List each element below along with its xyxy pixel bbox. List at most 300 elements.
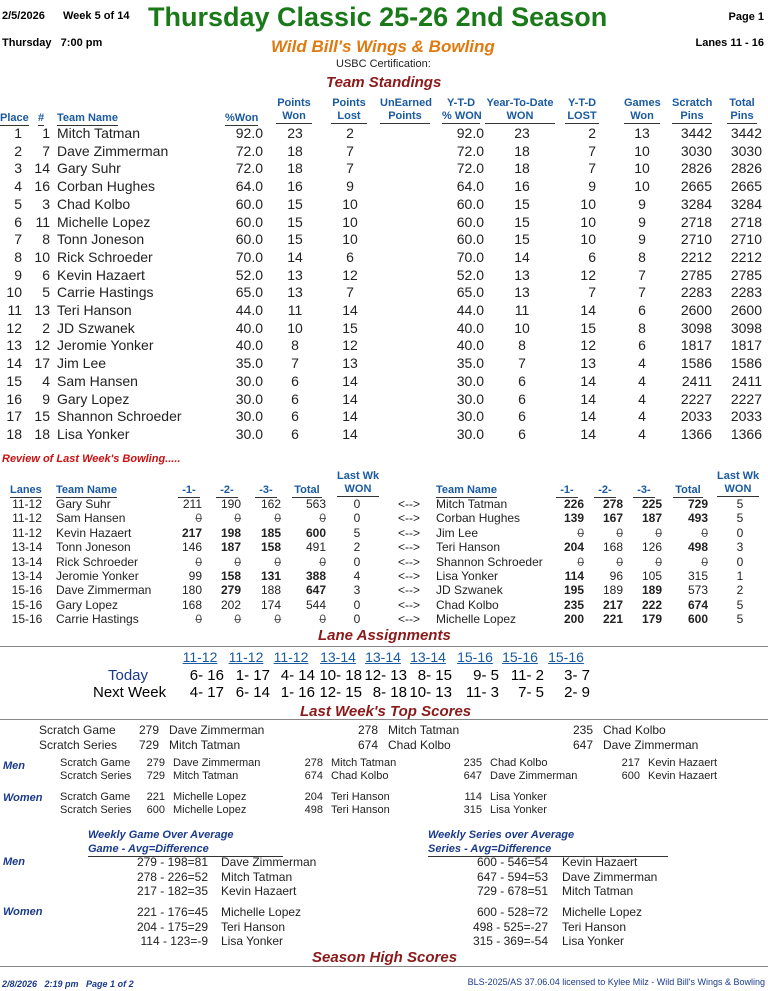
top-score-bowler: Mitch Tatman (388, 723, 460, 737)
top-score-value: 647 (463, 770, 482, 782)
standings-cell-scratch: 2826 (680, 160, 712, 177)
review-a-team: Sam Hansen (56, 511, 126, 526)
standings-cell-pct: 30.0 (235, 425, 263, 442)
review-b-g2: 278 (602, 497, 623, 511)
standings-cell-pct: 30.0 (235, 408, 263, 425)
next-week-pairing: 1- 16 (280, 684, 315, 701)
standings-cell-num: 8 (42, 231, 50, 248)
over-average-bowler: Kevin Hazaert (221, 884, 297, 898)
review-a-g3: 185 (260, 525, 281, 540)
standings-cell-pct: 72.0 (235, 160, 263, 177)
review-b-g1: 200 (563, 612, 584, 627)
standings-cell-num: 10 (34, 248, 50, 265)
standings-cell-ytdlost: 9 (588, 178, 596, 195)
review-lanes: 15-16 (11, 597, 43, 612)
standings-cell-lost: 7 (346, 284, 354, 301)
review-a-g3: 0 (274, 612, 281, 627)
standings-cell-won: 6 (291, 372, 299, 389)
standings-cell-ytdpct: 30.0 (456, 372, 484, 389)
standings-cell-lost: 15 (342, 319, 358, 336)
today-pairing: 11- 2 (510, 667, 544, 684)
review-col-g3: -3- (255, 484, 277, 498)
standings-cell-ytdpct: 30.0 (456, 408, 484, 425)
top-score-value: 235 (463, 757, 482, 769)
standings-cell-lost: 12 (342, 337, 358, 354)
review-a-team: Jeromie Yonker (56, 569, 139, 583)
review-a-won: 3 (353, 583, 361, 598)
review-lanes: 13-14 (11, 569, 43, 583)
standings-cell-num: 18 (34, 425, 50, 442)
review-b-total: 729 (687, 497, 708, 511)
standings-cell-place: 5 (14, 195, 22, 212)
versus-indicator: <--> (397, 597, 420, 612)
today-pairing: 1- 17 (235, 667, 270, 684)
standings-cell-team: Jim Lee (57, 355, 107, 372)
top-score-value: 674 (357, 738, 378, 752)
lane-pair-header: 11-12 (182, 649, 218, 665)
standings-cell-ytdwon: 23 (514, 125, 530, 141)
review-b-g2: 221 (602, 612, 623, 627)
standings-cell-team: Gary Lopez (57, 390, 130, 407)
standings-row (0, 284, 768, 302)
review-b-team: Mitch Tatman (436, 497, 508, 511)
standings-cell-scratch: 2227 (680, 390, 712, 407)
standings-cell-ytdpct: 70.0 (456, 248, 484, 265)
review-b-team: Lisa Yonker (436, 569, 499, 583)
standings-row (0, 143, 768, 161)
standings-cell-won: 23 (287, 125, 303, 141)
standings-cell-ytdwon: 18 (514, 142, 530, 159)
top-score-value: 114 (464, 791, 482, 803)
review-a-g2: 198 (220, 525, 241, 540)
review-b-total: 674 (687, 597, 708, 612)
versus-indicator: <--> (397, 497, 420, 511)
review-col-lastwk-b: Last Wk WON (717, 470, 760, 495)
review-a-g2: 190 (220, 497, 241, 511)
review-row (0, 511, 768, 525)
standings-cell-team: Kevin Hazaert (57, 266, 145, 283)
standings-cell-team: Jeromie Yonker (57, 337, 154, 354)
standings-cell-games: 7 (638, 266, 646, 283)
review-lanes: 13-14 (11, 554, 43, 569)
review-b-g1: 114 (564, 569, 584, 583)
standings-cell-lost: 10 (342, 195, 358, 212)
review-b-g3: 0 (655, 554, 662, 569)
standings-cell-pct: 40.0 (235, 337, 263, 354)
standings-cell-place: 4 (14, 178, 22, 195)
standings-cell-ytdlost: 7 (588, 160, 596, 177)
today-pairing: 4- 14 (280, 667, 315, 684)
col-pct-won: %Won (225, 112, 259, 124)
today-pairing: 6- 16 (189, 667, 224, 684)
standings-cell-games: 8 (638, 248, 646, 265)
review-b-g2: 96 (609, 569, 623, 583)
standings-cell-ytdpct: 65.0 (456, 284, 484, 301)
standings-cell-lost: 14 (342, 390, 358, 407)
over-average-calc: 278 - 226=52 (136, 869, 208, 884)
lanes-label: Lanes 11 - 16 (695, 37, 764, 49)
standings-cell-total: 2718 (730, 213, 762, 230)
standings-cell-games: 10 (634, 160, 650, 177)
review-b-g3: 189 (641, 583, 662, 598)
standings-cell-place: 8 (14, 248, 22, 265)
standings-cell-num: 12 (34, 337, 50, 354)
next-week-pairing: 8- 18 (372, 684, 407, 701)
standings-cell-pct: 35.0 (235, 355, 263, 372)
standings-row (0, 355, 768, 373)
standings-cell-scratch: 3030 (680, 142, 712, 159)
review-row (0, 555, 768, 569)
today-pairing: 9- 5 (473, 667, 499, 684)
review-b-won: 5 (736, 597, 744, 612)
standings-cell-total: 3442 (730, 125, 762, 141)
standings-cell-scratch: 1366 (680, 425, 712, 442)
top-score-value: 217 (621, 757, 640, 769)
review-col-g1-b: -1- (556, 484, 578, 498)
next-week-pairing: 2- 9 (564, 684, 590, 701)
standings-row (0, 178, 768, 196)
review-lanes: 11-12 (12, 525, 42, 540)
standings-cell-scratch: 1817 (680, 337, 712, 354)
standings-cell-won: 11 (287, 302, 303, 318)
review-a-g3: 0 (274, 511, 281, 526)
standings-cell-num: 13 (34, 302, 50, 318)
top-score-bowler: Dave Zimmerman (490, 770, 578, 782)
top-score-value: 315 (463, 804, 482, 816)
top-score-bowler: Dave Zimmerman (169, 723, 265, 737)
review-b-total: 573 (687, 583, 708, 598)
standings-cell-games: 6 (638, 337, 646, 354)
footer-timestamp: 2/8/2026 2:19 pm Page 1 of 2 (2, 979, 134, 989)
standings-cell-ytdwon: 13 (514, 284, 530, 301)
col-place: Place (0, 112, 29, 124)
top-score-value: 498 (304, 804, 323, 816)
today-pairing: 3- 7 (564, 667, 590, 684)
top-score-value: 278 (357, 723, 378, 737)
standings-cell-num: 5 (42, 284, 50, 301)
game-over-average-header: Weekly Game Over Average Game - Avg=Difference (88, 828, 283, 857)
standings-cell-team: JD Szwanek (57, 319, 135, 336)
lane-pair-header: 13-14 (365, 649, 401, 665)
standings-cell-lost: 9 (346, 178, 354, 195)
standings-cell-num: 16 (34, 178, 50, 195)
review-row (0, 583, 768, 597)
standings-cell-games: 6 (638, 302, 646, 318)
standings-cell-pct: 52.0 (235, 266, 263, 283)
standings-cell-num: 14 (34, 160, 50, 177)
standings-cell-team: Sam Hansen (57, 372, 138, 389)
footer-license: BLS-2025/AS 37.06.04 licensed to Kylee Milz - Wild Bill's Wings & Bowling (467, 977, 765, 987)
review-a-g2: 158 (220, 569, 241, 583)
standings-cell-total: 3030 (730, 142, 762, 159)
standings-cell-ytdpct: 60.0 (456, 231, 484, 248)
standings-cell-won: 15 (287, 231, 303, 248)
review-b-g1: 0 (577, 525, 584, 540)
standings-cell-ytdlost: 10 (580, 195, 596, 212)
standings-cell-place: 6 (14, 213, 22, 230)
review-a-team: Dave Zimmerman (56, 583, 152, 598)
standings-cell-total: 2826 (730, 160, 762, 177)
standings-cell-num: 6 (42, 266, 50, 283)
standings-cell-games: 4 (638, 372, 646, 389)
standings-cell-ytdpct: 44.0 (456, 302, 484, 318)
review-col-g3-b: -3- (633, 484, 655, 498)
standings-cell-ytdpct: 40.0 (456, 337, 484, 354)
standings-cell-scratch: 2033 (680, 408, 712, 425)
top-score-category: Scratch Series (60, 804, 132, 816)
versus-indicator: <--> (397, 583, 420, 598)
top-score-bowler: Chad Kolbo (490, 757, 548, 769)
review-a-g2: 0 (234, 511, 241, 526)
standings-cell-team: Shannon Schroeder (57, 408, 182, 425)
women-label: Women (3, 792, 43, 804)
next-week-pairing: 11- 3 (465, 684, 499, 701)
standings-cell-ytdpct: 30.0 (456, 425, 484, 442)
top-score-bowler: Chad Kolbo (388, 738, 451, 752)
standings-cell-games: 4 (638, 408, 646, 425)
review-a-g2: 0 (234, 612, 241, 627)
standings-cell-ytdlost: 10 (580, 231, 596, 248)
lane-pair-header: 13-14 (320, 649, 356, 665)
standings-row (0, 160, 768, 178)
today-pairing: 12- 13 (364, 667, 407, 684)
over-average-bowler: Mitch Tatman (562, 884, 634, 898)
top-score-bowler: Kevin Hazaert (648, 757, 718, 769)
standings-row (0, 408, 768, 426)
standings-cell-won: 18 (287, 160, 303, 177)
divider (0, 966, 768, 967)
standings-cell-games: 9 (638, 213, 646, 230)
review-b-g1: 139 (563, 511, 584, 526)
col-scratch-pins: Scratch Pins (672, 97, 713, 122)
league-title: Thursday Classic 25-26 2nd Season (148, 2, 608, 32)
review-b-g3: 0 (655, 525, 662, 540)
col-points-won: Points Won (277, 97, 311, 122)
standings-cell-scratch: 1586 (680, 355, 712, 372)
standings-cell-ytdlost: 14 (580, 425, 596, 442)
standings-cell-total: 2212 (730, 248, 762, 265)
standings-cell-place: 17 (6, 408, 22, 425)
review-b-g3: 126 (641, 540, 662, 555)
standings-cell-place: 15 (6, 372, 22, 389)
review-b-g2: 217 (602, 597, 623, 612)
review-a-total: 600 (305, 525, 326, 540)
standings-cell-won: 13 (287, 284, 303, 301)
top-score-bowler: Lisa Yonker (490, 804, 547, 816)
versus-indicator: <--> (397, 525, 420, 540)
over-average-bowler: Kevin Hazaert (562, 855, 638, 869)
over-average-calc: 729 - 678=51 (476, 884, 548, 898)
standings-cell-pct: 44.0 (235, 302, 263, 318)
review-row (0, 569, 768, 583)
standings-row (0, 267, 768, 285)
review-a-team: Gary Suhr (56, 497, 111, 511)
standings-cell-lost: 12 (342, 266, 358, 283)
top-score-bowler: Mitch Tatman (331, 757, 397, 769)
top-score-value: 600 (146, 804, 165, 816)
standings-cell-ytdwon: 6 (518, 408, 526, 425)
standings-cell-num: 7 (42, 142, 50, 159)
standings-cell-ytdpct: 40.0 (456, 319, 484, 336)
standings-cell-pct: 30.0 (235, 390, 263, 407)
top-score-bowler: Chad Kolbo (603, 723, 666, 737)
col-games-won: Games Won (624, 97, 661, 122)
review-col-g1: -1- (178, 484, 200, 498)
standings-cell-won: 6 (291, 408, 299, 425)
review-a-won: 4 (353, 569, 361, 583)
standings-cell-team: Chad Kolbo (57, 195, 131, 212)
lane-pair-header: 15-16 (457, 649, 493, 665)
standings-cell-won: 6 (291, 390, 299, 407)
standings-cell-lost: 14 (342, 372, 358, 389)
standings-cell-team: Carrie Hastings (57, 284, 154, 301)
standings-cell-scratch: 3098 (680, 319, 712, 336)
over-average-bowler: Michelle Lopez (562, 905, 643, 919)
top-score-bowler: Michelle Lopez (173, 791, 247, 803)
standings-cell-ytdpct: 60.0 (456, 195, 484, 212)
review-a-team: Rick Schroeder (56, 554, 139, 569)
standings-row (0, 231, 768, 249)
standings-cell-total: 2033 (730, 408, 762, 425)
standings-cell-ytdpct: 64.0 (456, 178, 484, 195)
standings-cell-scratch: 2665 (680, 178, 712, 195)
series-over-average-header: Weekly Series over Average Series - Avg=Difference (428, 828, 668, 857)
standings-cell-ytdlost: 12 (580, 337, 596, 354)
review-a-total: 544 (305, 597, 326, 612)
review-b-won: 5 (736, 497, 744, 511)
standings-cell-won: 14 (287, 248, 303, 265)
standings-cell-scratch: 2600 (680, 302, 712, 318)
standings-cell-games: 9 (638, 195, 646, 212)
review-b-g2: 0 (616, 554, 623, 569)
review-b-won: 1 (736, 569, 744, 583)
review-row (0, 540, 768, 554)
top-score-bowler: Teri Hanson (331, 791, 390, 803)
league-time: Thursday 7:00 pm (2, 37, 103, 49)
review-a-won: 2 (353, 540, 361, 555)
standings-cell-ytdwon: 8 (518, 337, 526, 354)
standings-cell-ytdwon: 11 (514, 302, 530, 318)
divider (0, 646, 768, 647)
standings-cell-ytdpct: 72.0 (456, 160, 484, 177)
versus-indicator: <--> (397, 554, 420, 569)
standings-cell-games: 4 (638, 355, 646, 372)
standings-cell-team: Mitch Tatman (57, 125, 140, 141)
review-b-won: 5 (736, 612, 744, 627)
review-a-g3: 131 (260, 569, 281, 583)
review-col-total-b: Total (673, 484, 703, 498)
review-b-g1: 226 (563, 497, 584, 511)
versus-indicator: <--> (397, 540, 420, 555)
top-score-bowler: Chad Kolbo (331, 770, 389, 782)
review-row (0, 612, 768, 626)
divider (0, 719, 768, 720)
review-a-won: 0 (353, 511, 361, 526)
review-a-g1: 168 (181, 597, 202, 612)
standings-cell-total: 2785 (730, 266, 762, 283)
review-a-g3: 188 (260, 583, 281, 598)
over-average-bowler: Lisa Yonker (221, 934, 284, 948)
standings-cell-ytdlost: 14 (580, 390, 596, 407)
standings-cell-games: 10 (634, 142, 650, 159)
standings-cell-won: 10 (287, 319, 303, 336)
top-score-value: 729 (146, 770, 165, 782)
standings-cell-ytdwon: 7 (518, 355, 526, 372)
review-b-team: Jim Lee (436, 525, 479, 540)
standings-cell-won: 15 (287, 213, 303, 230)
over-average-calc: 647 - 594=53 (476, 869, 548, 884)
standings-cell-ytdwon: 14 (514, 248, 530, 265)
review-a-g3: 158 (260, 540, 281, 555)
review-col-g2-b: -2- (594, 484, 616, 498)
review-b-team: Shannon Schroeder (436, 554, 543, 569)
men-label: Men (3, 760, 25, 772)
standings-cell-ytdlost: 6 (588, 248, 596, 265)
standings-cell-ytdlost: 15 (580, 319, 596, 336)
review-b-total: 315 (687, 569, 708, 583)
review-b-won: 0 (736, 554, 744, 569)
review-a-g1: 146 (181, 540, 202, 555)
top-score-bowler: Mitch Tatman (169, 738, 241, 752)
standings-cell-scratch: 3284 (680, 195, 712, 212)
standings-cell-ytdpct: 72.0 (456, 142, 484, 159)
standings-cell-scratch: 2710 (680, 231, 712, 248)
over-average-calc: 217 - 182=35 (136, 884, 208, 898)
standings-cell-lost: 14 (342, 425, 358, 442)
over-average-calc: 315 - 369=-54 (472, 934, 548, 948)
standings-cell-num: 9 (42, 390, 50, 407)
review-b-team: Chad Kolbo (436, 597, 499, 612)
next-week-pairing: 4- 17 (189, 684, 224, 701)
page-number: Page 1 (728, 11, 764, 23)
standings-cell-pct: 92.0 (235, 125, 263, 141)
standings-cell-won: 18 (287, 142, 303, 159)
review-b-g1: 195 (563, 583, 584, 598)
standings-cell-place: 3 (14, 160, 22, 177)
standings-cell-pct: 72.0 (235, 142, 263, 159)
review-a-g3: 174 (260, 597, 281, 612)
standings-cell-num: 11 (35, 213, 50, 230)
standings-row (0, 320, 768, 338)
review-b-won: 3 (736, 540, 744, 555)
top-score-value: 279 (138, 723, 159, 737)
next-week-pairing: 7- 5 (518, 684, 544, 701)
col-points-lost: Points Lost (332, 97, 366, 122)
standings-cell-place: 12 (6, 319, 22, 336)
review-b-team: JD Szwanek (436, 583, 503, 598)
review-b-team: Corban Hughes (436, 511, 521, 526)
top-score-bowler: Dave Zimmerman (603, 738, 699, 752)
review-row (0, 598, 768, 612)
standings-cell-games: 4 (638, 390, 646, 407)
review-a-g3: 162 (260, 497, 281, 511)
top-score-value: 279 (146, 757, 165, 769)
review-b-g3: 222 (641, 597, 662, 612)
review-a-total: 491 (305, 540, 326, 555)
standings-cell-place: 18 (6, 425, 22, 442)
standings-cell-total: 2227 (730, 390, 762, 407)
standings-cell-games: 10 (634, 178, 650, 195)
standings-cell-ytdlost: 7 (588, 284, 596, 301)
review-row (0, 497, 768, 511)
review-a-g2: 0 (234, 554, 241, 569)
standings-cell-games: 4 (638, 425, 646, 442)
review-a-team: Tonn Joneson (56, 540, 131, 555)
standings-cell-total: 2665 (730, 178, 762, 195)
review-a-total: 388 (305, 569, 326, 583)
standings-cell-scratch: 3442 (680, 125, 712, 141)
standings-cell-ytdwon: 6 (518, 372, 526, 389)
